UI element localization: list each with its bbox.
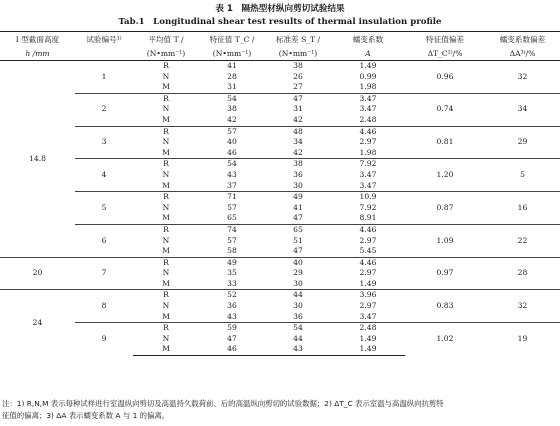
average-value-cell: 52	[199, 290, 265, 301]
characteristic-deviation-cell: 28	[485, 257, 560, 290]
characteristic-value-cell: 34	[293, 137, 303, 147]
specimen-type-cell: M	[162, 82, 170, 92]
characteristic-value-cell: 30	[293, 301, 303, 311]
characteristic-value-cell: 38	[265, 159, 331, 170]
std-dev-cell: 1.98	[359, 82, 377, 92]
average-value-cell: 36	[227, 301, 237, 311]
creep-coefficient-cell: 0.74	[405, 93, 485, 126]
average-value-cell: 31	[227, 82, 237, 92]
specimen-type-cell: M	[162, 278, 170, 288]
characteristic-value-cell: 47	[293, 246, 303, 256]
average-value-cell: 46	[199, 344, 265, 355]
characteristic-value-cell: 49	[265, 192, 331, 203]
specimen-type-cell: N	[162, 202, 170, 212]
specimen-type-cell: R	[133, 290, 199, 301]
std-dev-cell: 0.99	[359, 71, 377, 81]
test-group-id-cell: 4	[75, 159, 133, 192]
characteristic-value-cell: 26	[293, 71, 303, 81]
footnote-line-1: 注：1) R,N,M 表示每种试样进行室温纵向剪切及高温持久载荷前、后的高温纵向剪切的试验数据；2) ΔT_C 表示室温与高温纵向抗剪特	[2, 399, 444, 408]
characteristic-value-cell: 47	[293, 213, 303, 223]
std-dev-cell: 5.45	[359, 246, 377, 256]
header-creep-coefficient: 蠕变系数	[331, 32, 405, 47]
average-value-cell: 58	[227, 246, 237, 256]
section-height-cell: 20	[0, 257, 75, 290]
average-value-cell: 40	[227, 137, 237, 147]
characteristic-value-cell: 29	[293, 268, 303, 278]
specimen-type-cell: M	[162, 246, 170, 256]
table-row	[0, 192, 560, 203]
average-value-cell: 65	[227, 213, 237, 223]
specimen-type-cell: R	[133, 126, 199, 137]
creep-coefficient-cell: 1.09	[405, 224, 485, 257]
specimen-type-cell: M	[162, 114, 170, 124]
std-dev-cell: 10.9	[331, 192, 405, 203]
characteristic-value-cell: 38	[265, 61, 331, 72]
characteristic-value-cell: 65	[265, 224, 331, 235]
std-dev-cell: 4.46	[331, 257, 405, 268]
std-dev-cell: 7.92	[331, 159, 405, 170]
std-dev-cell: 7.92	[359, 202, 377, 212]
characteristic-value-cell: 30	[293, 180, 303, 190]
std-dev-cell: 2.97	[359, 137, 377, 147]
characteristic-value-cell: 36	[293, 311, 303, 321]
std-dev-cell: 3.47	[359, 180, 377, 190]
specimen-type-cell: M	[162, 180, 170, 190]
std-dev-cell: 8.91	[359, 213, 377, 223]
table-caption-chinese: 表 1 隔热型材纵向剪切试验结果	[215, 4, 345, 14]
characteristic-value-cell: 54	[265, 323, 331, 334]
test-group-id-cell: 9	[75, 323, 133, 356]
section-height-cell: 14.8	[0, 61, 75, 258]
specimen-type-cell: N	[162, 268, 170, 278]
std-dev-cell: 1.49	[359, 278, 377, 288]
characteristic-deviation-cell: 32	[485, 290, 560, 323]
header-characteristic: 特征值 T_C /	[199, 32, 265, 47]
specimen-type-cell: R	[133, 93, 199, 104]
std-dev-cell: 1.98	[359, 147, 377, 157]
header-section-height-unit: h /mm	[0, 46, 75, 61]
characteristic-value-cell: 31	[293, 104, 303, 114]
characteristic-deviation-cell: 22	[485, 224, 560, 257]
characteristic-deviation-cell: 16	[485, 192, 560, 225]
header-creep-coefficient-symbol: A	[331, 46, 405, 61]
std-dev-cell: 3.47	[359, 104, 377, 114]
header-creep-deviation-unit: ΔA³⁾/%	[485, 46, 560, 61]
specimen-type-cell: R	[133, 192, 199, 203]
std-dev-cell: 1.49	[331, 344, 405, 355]
characteristic-value-cell: 30	[293, 278, 303, 288]
table-row	[0, 323, 560, 334]
average-value-cell: 49	[199, 257, 265, 268]
specimen-type-cell: N	[162, 301, 170, 311]
header-characteristic-unit: (N•mm⁻¹)	[199, 46, 265, 61]
specimen-type-cell: N	[162, 137, 170, 147]
footnote-line-2: 征值的偏离；3) ΔA 表示蠕变系数 A 与 1 的偏离。	[2, 411, 170, 420]
average-value-cell: 46	[227, 147, 237, 157]
header-test-id-unit	[75, 46, 133, 61]
test-group-id-cell: 6	[75, 224, 133, 257]
average-value-cell: 54	[199, 93, 265, 104]
characteristic-value-cell: 44	[265, 290, 331, 301]
creep-coefficient-cell: 1.02	[405, 323, 485, 356]
characteristic-value-cell: 41	[293, 202, 303, 212]
std-dev-cell: 3.47	[331, 93, 405, 104]
characteristic-deviation-cell: 29	[485, 126, 560, 159]
std-dev-cell: 1.49	[359, 333, 377, 343]
characteristic-value-cell: 40	[265, 257, 331, 268]
specimen-type-cell: R	[133, 224, 199, 235]
creep-coefficient-cell: 0.97	[405, 257, 485, 290]
specimen-type-cell: M	[162, 213, 170, 223]
characteristic-value-cell: 43	[265, 344, 331, 355]
characteristic-value-cell: 27	[293, 82, 303, 92]
header-characteristic-deviation: 特征值偏差	[405, 32, 485, 47]
average-value-cell: 28	[227, 71, 237, 81]
std-dev-cell: 3.47	[359, 311, 377, 321]
header-test-id: 试验编号¹⁾	[75, 32, 133, 47]
average-value-cell: 41	[199, 61, 265, 72]
specimen-type-cell: R	[133, 61, 199, 72]
shear-test-table	[0, 31, 560, 356]
characteristic-value-cell: 36	[293, 169, 303, 179]
specimen-type-cell: M	[162, 311, 170, 321]
table-row	[0, 61, 560, 72]
specimen-type-cell: N	[162, 235, 170, 245]
average-value-cell: 57	[199, 126, 265, 137]
creep-coefficient-cell: 0.81	[405, 126, 485, 159]
specimen-type-cell: R	[133, 257, 199, 268]
table-row	[0, 93, 560, 104]
characteristic-deviation-cell: 19	[485, 323, 560, 356]
std-dev-cell: 2.48	[331, 323, 405, 334]
average-value-cell: 59	[199, 323, 265, 334]
characteristic-deviation-cell: 34	[485, 93, 560, 126]
average-value-cell: 54	[199, 159, 265, 170]
creep-coefficient-cell: 0.83	[405, 290, 485, 323]
std-dev-cell: 3.47	[359, 169, 377, 179]
header-creep-deviation: 蠕变系数偏差	[485, 32, 560, 47]
test-group-id-cell: 5	[75, 192, 133, 225]
table-footnote	[2, 398, 558, 422]
characteristic-value-cell: 42	[293, 147, 303, 157]
specimen-type-cell: N	[162, 104, 170, 114]
test-group-id-cell: 2	[75, 93, 133, 126]
std-dev-cell: 4.46	[331, 126, 405, 137]
characteristic-value-cell: 47	[265, 93, 331, 104]
table-row	[0, 290, 560, 301]
header-std-dev-unit: (N•mm⁻¹)	[265, 46, 331, 61]
average-value-cell: 47	[227, 333, 237, 343]
test-group-id-cell: 7	[75, 257, 133, 290]
characteristic-value-cell: 44	[293, 333, 303, 343]
std-dev-cell: 2.97	[359, 301, 377, 311]
average-value-cell: 74	[199, 224, 265, 235]
specimen-type-cell: N	[162, 169, 170, 179]
header-section-height: I 型截面高度	[0, 32, 75, 47]
std-dev-cell: 2.97	[359, 268, 377, 278]
average-value-cell: 37	[227, 180, 237, 190]
average-value-cell: 35	[227, 268, 237, 278]
std-dev-cell: 4.46	[331, 224, 405, 235]
test-group-id-cell: 8	[75, 290, 133, 323]
average-value-cell: 42	[227, 114, 237, 124]
specimen-type-cell: N	[162, 71, 170, 81]
specimen-type-cell: R	[133, 323, 199, 334]
average-value-cell: 57	[227, 235, 237, 245]
average-value-cell: 57	[227, 202, 237, 212]
specimen-type-cell: M	[133, 344, 199, 355]
test-group-id-cell: 1	[75, 61, 133, 94]
header-characteristic-deviation-unit: ΔT_C²⁾/%	[405, 46, 485, 61]
creep-coefficient-cell: 1.20	[405, 159, 485, 192]
specimen-type-cell: M	[162, 147, 170, 157]
std-dev-cell: 2.48	[359, 114, 377, 124]
average-value-cell: 33	[227, 278, 237, 288]
average-value-cell: 43	[227, 311, 237, 321]
specimen-type-cell: R	[133, 159, 199, 170]
characteristic-value-cell: 48	[265, 126, 331, 137]
characteristic-value-cell: 42	[293, 114, 303, 124]
characteristic-value-cell: 51	[293, 235, 303, 245]
header-std-dev: 标准差 S_T /	[265, 32, 331, 47]
characteristic-deviation-cell: 5	[485, 159, 560, 192]
header-average-unit: (N•mm⁻¹)	[133, 46, 199, 61]
creep-coefficient-cell: 0.96	[405, 61, 485, 94]
header-average: 平均值 T /	[133, 32, 199, 47]
test-group-id-cell: 3	[75, 126, 133, 159]
average-value-cell: 38	[227, 104, 237, 114]
average-value-cell: 71	[199, 192, 265, 203]
table-row	[0, 224, 560, 235]
table-row	[0, 257, 560, 268]
table-row	[0, 159, 560, 170]
section-height-cell: 24	[0, 290, 75, 356]
specimen-type-cell: N	[162, 333, 170, 343]
std-dev-cell: 2.97	[359, 235, 377, 245]
creep-coefficient-cell: 0.87	[405, 192, 485, 225]
table-caption-english: Tab.1 Longitudinal shear test results of thermal insulation profile	[118, 17, 442, 27]
characteristic-deviation-cell: 32	[485, 61, 560, 94]
average-value-cell: 43	[227, 169, 237, 179]
table-body	[0, 61, 560, 356]
table-row	[0, 126, 560, 137]
std-dev-cell: 3.96	[331, 290, 405, 301]
std-dev-cell: 1.49	[331, 61, 405, 72]
